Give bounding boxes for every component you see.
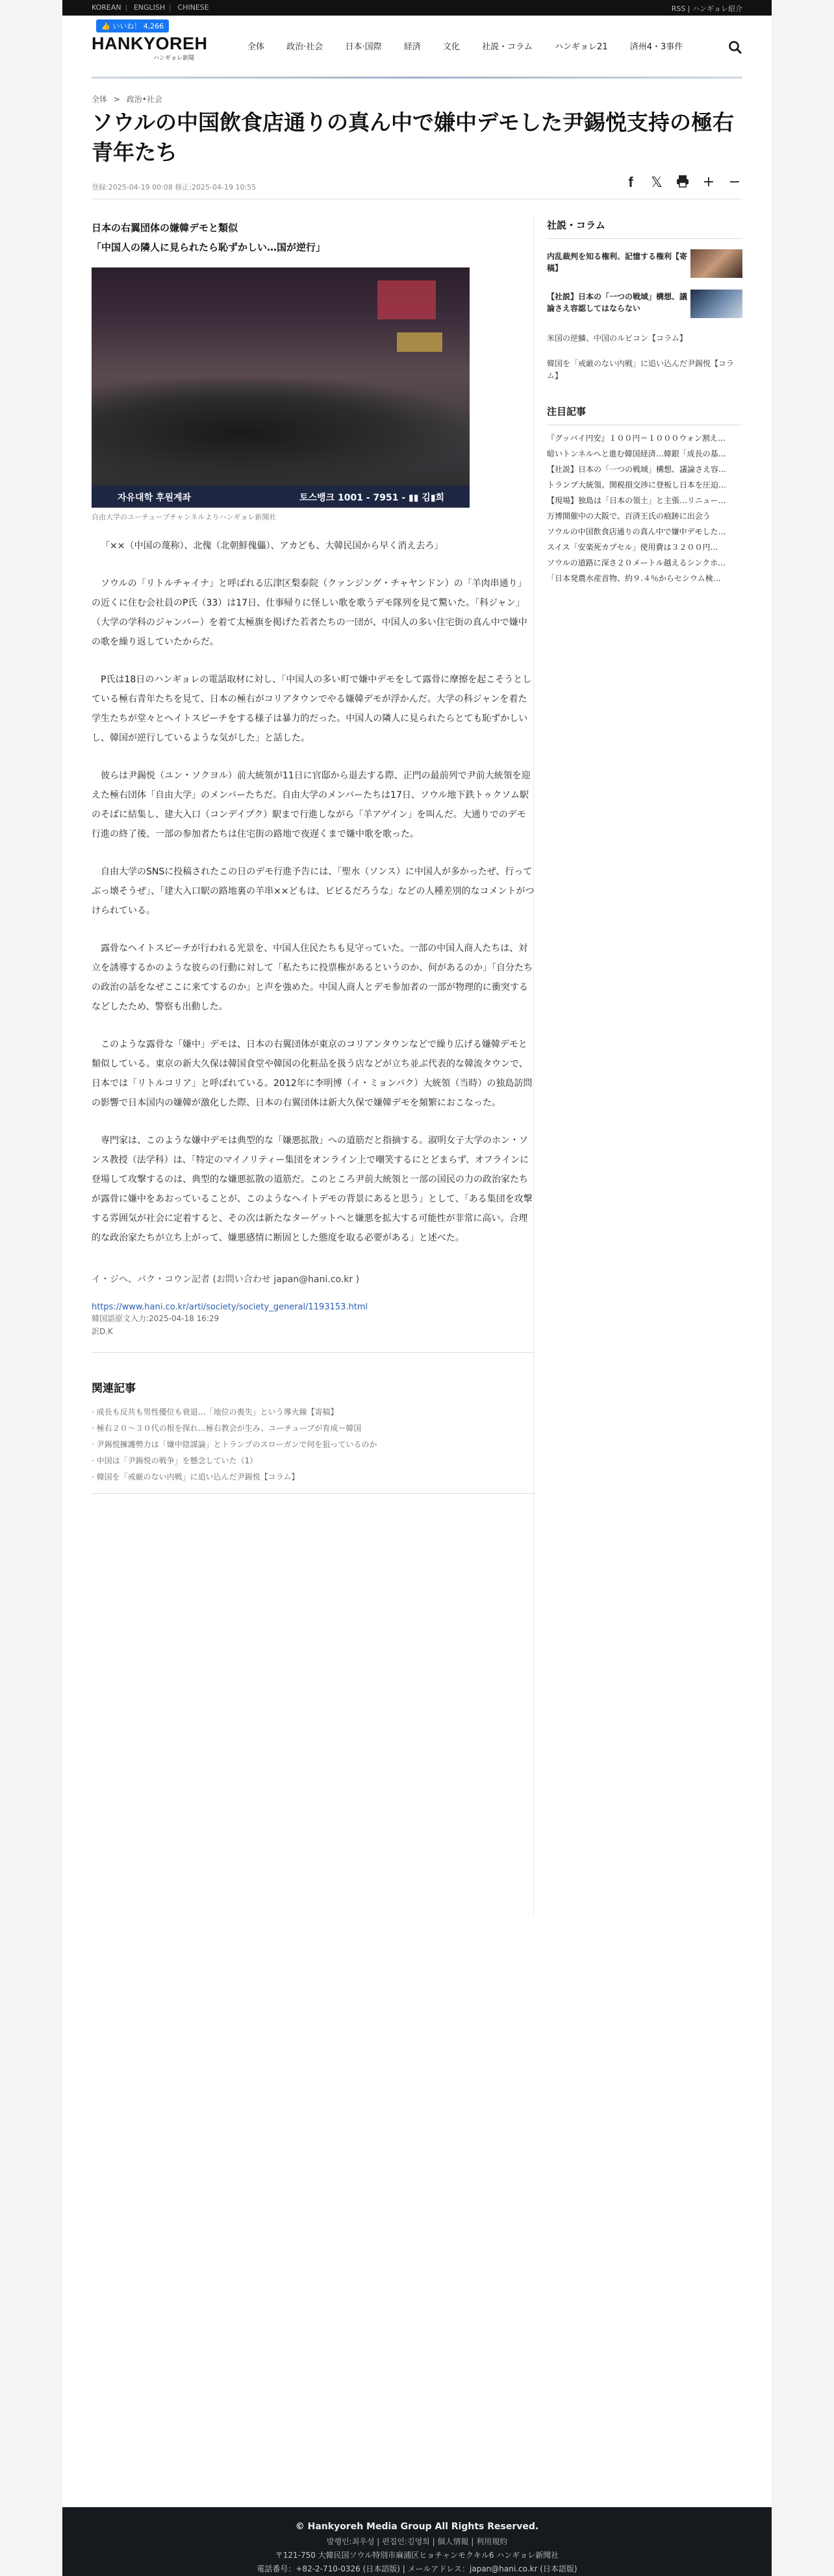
popular-article-link[interactable]: ソウルの道路に深さ２０メートル越えるシンクホ… [547, 558, 726, 567]
breadcrumb-separator: > [113, 95, 120, 104]
nav-japan-international[interactable]: 日本·国際 [345, 42, 382, 52]
popular-article-link[interactable]: トランプ大統領、関税損交渉に登板し日本を圧迫… [547, 480, 727, 489]
popular-article-link[interactable]: スイス「安楽死カプセル」使用費は３２００円… [547, 543, 718, 552]
header-divider [92, 77, 742, 79]
body-divider [92, 1352, 535, 1353]
facebook-like-button[interactable]: 👍 いいね！ 4,266 [96, 19, 169, 32]
popular-article-link[interactable]: 【現場】独島は「日本の領土」と主張…リニュー… [547, 496, 726, 505]
font-increase-icon[interactable]: + [702, 174, 715, 190]
nav-hankyoreh21[interactable]: ハンギョレ21 [555, 42, 608, 52]
site-logo[interactable]: HANKYOREH [92, 34, 208, 53]
popular-article-link[interactable]: 万博開催中の大阪で、百済王氏の痕跡に出会う [547, 512, 711, 521]
article-paragraph: 露骨なヘイトスピーチが行われる光景を、中国人住民たちも見守っていた。一部の中国人商人たちは、対立を誘導するかのような彼らの行動に対して「私たちに投票権があるというのか、何があるのか」「自分たちの政治の話をなぜここに来てするのか」と声を強めた。中国人商人とデモ参加者の一部が物理的に衝突するなどしたため、警察も出動した。 [92, 943, 533, 1012]
related-articles-title: 関連記事 [92, 1382, 136, 1395]
article-paragraph: 専門家は、このような嫌中デモは典型的な「嫌悪拡散」への道筋だと指摘する。淑明女子大学のホン・ソンス教授（法学科）は、「特定のマイノリティー集団をオンライン上で嘲笑するにとどまらず、オフラインに登場して攻撃するのは、典型的な嫌悪拡散の道筋だ。このところ尹前大統領と一部の国民の力の政治家たちが露骨に嫌中をあおっていることが、このようなヘイトデモの背景にあると思う」として、「ある集団を攻撃する雰囲気が社会に定着すると、その次は新たなターゲットへと嫌悪を拡大する可能性が非常に高い。合理的な政治家たちが立ち上がって、嫌悪感情に断固とした態度を取る必要がある」と述べた。 [92, 1135, 533, 1243]
sidebar-editorial-link[interactable]: 米国の逆鱗、中国のルビコン【コラム】 [547, 334, 687, 343]
breadcrumb [92, 93, 166, 105]
lang-korean[interactable]: KOREAN [92, 3, 121, 12]
footer-address: 〒121-750 大韓民国ソウル特別市麻浦区ヒョチャンモクキル6 ハンギョレ新聞社 [275, 2551, 559, 2560]
language-switcher: KOREAN | ENGLISH | CHINESE [92, 3, 209, 12]
photo-banner-right-text: 토스뱅크 1001 - 7951 - ▮▮ 김▮희 [299, 493, 445, 503]
logo-subtitle: ハンギョレ新聞 [153, 55, 195, 62]
nav-politics[interactable]: 政治·社会 [286, 42, 323, 52]
article-paragraph: ソウルの「リトルチャイナ」と呼ばれる広津区梨泰院（クァンジング・チャヤンドン）の「羊肉串通り」の近くに住む会社員のP氏（33）は17日、仕事帰りに怪しい歌を歌うデモ隊列を見て驚いた。「科ジャン」（大学の学科のジャンパー）を着て太極旗を掲げた若者たちの一団が、中国人の多い住宅街の真ん中で嫌中の歌を繰り返していたからだ。 [92, 578, 527, 647]
article-subhead-2: 「中国人の隣人に見られたら恥ずかしい…国が逆行」 [92, 242, 326, 253]
korean-original-link[interactable]: https://www.hani.co.kr/arti/society/society_general/1193153.html [92, 1302, 368, 1312]
share-toolbar [623, 174, 742, 192]
photo-donation-banner [92, 486, 470, 508]
article-paragraph: 自由大学のSNSに投稿されたこの日のデモ行進予告には、「聖水（ソンス）に中国人が多かったぜ、行ってぶっ壊そうぜ」、「建大入口駅の路地裏の羊串××どもは、ビビるだろうな」などの人種差別的なコメントがつけられている。 [92, 867, 535, 916]
facebook-icon[interactable]: f [628, 174, 633, 190]
sidebar-editorial-headline[interactable]: 【社説】日本の「一つの戦域」構想、議論さえ容認してはならない [547, 292, 688, 313]
article-photo [92, 267, 470, 508]
sidebar-editorial-headline[interactable]: 内乱裁判を知る権利、記憶する権利【寄稿】 [547, 252, 688, 273]
nav-editorial[interactable]: 社説・コラム [482, 42, 533, 52]
popular-articles-title: 注目記事 [547, 404, 742, 425]
nav-culture[interactable]: 文化 [442, 42, 460, 52]
about-link[interactable]: ハンギョレ紹介 [692, 5, 742, 13]
article-paragraph: P氏は18日のハンギョレの電話取材に対し、「中国人の多い町で嫌中デモをして露骨に摩擦を起こそうとしている極右青年たちを見て、日本の極右がコリアタウンでやる嫌韓デモが浮かんだ。大学の科ジャンを着た学生たちが堂々とヘイトスピーチをする様子は暴力的だった。中国人の隣人に見られたらとても恥ずかしいし、韓国が逆行しているような気がした」と話した。 [92, 675, 532, 743]
sidebar-thumbnail[interactable] [690, 290, 742, 318]
related-articles-list [92, 1404, 535, 1485]
sidebar-editorial-item[interactable] [547, 249, 742, 279]
popular-article-link[interactable]: 「日本発農水産首物、約９.４％からセシウム検… [547, 574, 721, 583]
article-paragraph: このような露骨な「嫌中」デモは、日本の右翼団体が東京のコリアンタウンなどで繰り広げる嫌韓デモと類似している。東京の新大久保は韓国食堂や韓国の化粧品を扱う店などが立ち並ぶ代表的な韓流タウンで、日本では「リトルコリア」と呼ばれている。2012年に李明博（イ・ミョンバク）大統領（当時）の独島訪問の影響で日本国内の嫌韓が激化した際、日本の右翼団体は新大久保で嫌韓デモを頻繁におこなった。 [92, 1039, 533, 1108]
article-byline: イ・ジヘ、パク・コウン記者 (お問い合わせ japan@hani.co.kr ) [92, 1274, 360, 1285]
photo-neon-sign [377, 280, 436, 319]
article-paragraph: 「××（中国の蔑称）、北傀（北朝鮮傀儡）、アカども、大韓民国から早く消え去ろ」 [101, 541, 444, 551]
photo-crowd [92, 378, 470, 488]
font-decrease-icon[interactable]: − [728, 174, 741, 190]
print-icon[interactable] [675, 174, 690, 192]
rss-link[interactable]: RSS [671, 5, 686, 13]
popular-article-link[interactable]: ソウルの中国飲食店通りの真ん中で嫌中デモした… [547, 527, 726, 536]
article-subhead-1: 日本の右翼団体の嫌韓デモと類似 [92, 222, 238, 234]
photo-caption: 自由大学のユーチューブチャンネルよりハンギョレ新聞社 [92, 513, 277, 521]
related-article-link[interactable]: · 極右２０～３０代の根を探れ…極右教会が生み、ユーチューブが育成＝韓国 [92, 1420, 535, 1437]
nav-jeju[interactable]: 済州4・3事件 [629, 42, 683, 52]
nav-economy[interactable]: 経済 [403, 42, 421, 52]
popular-article-link[interactable]: 【社説】日本の「一つの戦域」構想、議論さえ容… [547, 465, 727, 474]
page [62, 0, 772, 2576]
sidebar-editorial-item[interactable] [547, 290, 742, 319]
top-bar [62, 0, 772, 16]
x-twitter-icon[interactable]: 𝕏 [651, 174, 663, 190]
related-article-link[interactable]: · 尹錫悦擁護勢力は「嫌中陰謀論」とトランプのスローガンで何を狙っているのか [92, 1437, 535, 1453]
main-nav [247, 40, 702, 52]
sidebar-thumbnail[interactable] [690, 249, 742, 278]
sidebar [547, 218, 742, 586]
photo-neon-sign [397, 332, 442, 352]
footer-links[interactable]: 발행인:최우성 | 편집인:김영희 | 個人情報 | 利用規約 [326, 2537, 508, 2546]
related-divider [92, 1493, 535, 1494]
lang-english[interactable]: ENGLISH [133, 3, 166, 12]
article-body [92, 218, 535, 1494]
footer-contact: 電話番号：+82-2-710-0326 (日本語版) | メールアドレス：japan@hani.co.kr (日本語版) [257, 2564, 577, 2573]
breadcrumb-all[interactable]: 全体 [92, 95, 108, 104]
lang-chinese[interactable]: CHINESE [177, 3, 209, 12]
article-dates: 登録:2025-04-19 00:08 修正:2025-04-19 10:55 [92, 183, 257, 192]
breadcrumb-section[interactable]: 政治•社会 [126, 95, 162, 104]
site-footer [62, 2507, 772, 2576]
translator-credit: 訳D.K [92, 1327, 113, 1336]
related-article-link[interactable]: · 中国は「尹錫悦の戦争」を懸念していた（1） [92, 1453, 535, 1469]
popular-article-link[interactable]: 暗いトンネルへと進む韓国経済…韓銀「成長の基… [547, 449, 726, 458]
related-article-link[interactable]: · 韓国を「戒厳のない内戦」に追い込んだ尹錫悦【コラム】 [92, 1469, 535, 1485]
korean-original-date: 韓国語原文入力:2025-04-18 16:29 [92, 1314, 220, 1323]
nav-all[interactable]: 全体 [247, 42, 265, 52]
article-paragraph: 彼らは尹錫悦（ユン・ソクヨル）前大統領が11日に官邸から退去する際、正門の最前列で尹前大統領を迎えた極右団体「自由大学」のメンバーたちだ。自由大学のメンバーたちは17日、ソウル地下鉄トゥクソム駅のそばに結集し、建大入口（コンデイプク）駅まで行進しながら「羊アゲイン」を叫んだ。大通りでのデモ行進の終了後、一部の参加者たちは住宅街の路地で夜遅くまで嫌中歌を歌った。 [92, 771, 531, 839]
footer-copyright: © Hankyoreh Media Group All Rights Reserved. [295, 2521, 539, 2532]
sidebar-editorial-link[interactable]: 韓国を「戒厳のない内戦」に追い込んだ尹錫悦【コラム】 [547, 359, 735, 380]
sidebar-editorial-title: 社説・コラム [547, 218, 742, 239]
popular-article-link[interactable]: 『グッバイ円安』１００円＝１０００ウォン割え… [547, 434, 726, 443]
article-title: ソウルの中国飲食店通りの真ん中で嫌中デモした尹錫悦支持の極右青年たち [92, 110, 735, 165]
top-bar-links: RSS | ハンギョレ紹介 [671, 5, 742, 13]
search-icon[interactable] [728, 40, 742, 55]
related-article-link[interactable]: · 成長も反共も男性優位も衰退…「地位の喪失」という導火線【寄稿】 [92, 1404, 535, 1420]
photo-banner-left-text: 자유대학 후원계좌 [118, 493, 192, 503]
popular-articles [547, 404, 742, 586]
